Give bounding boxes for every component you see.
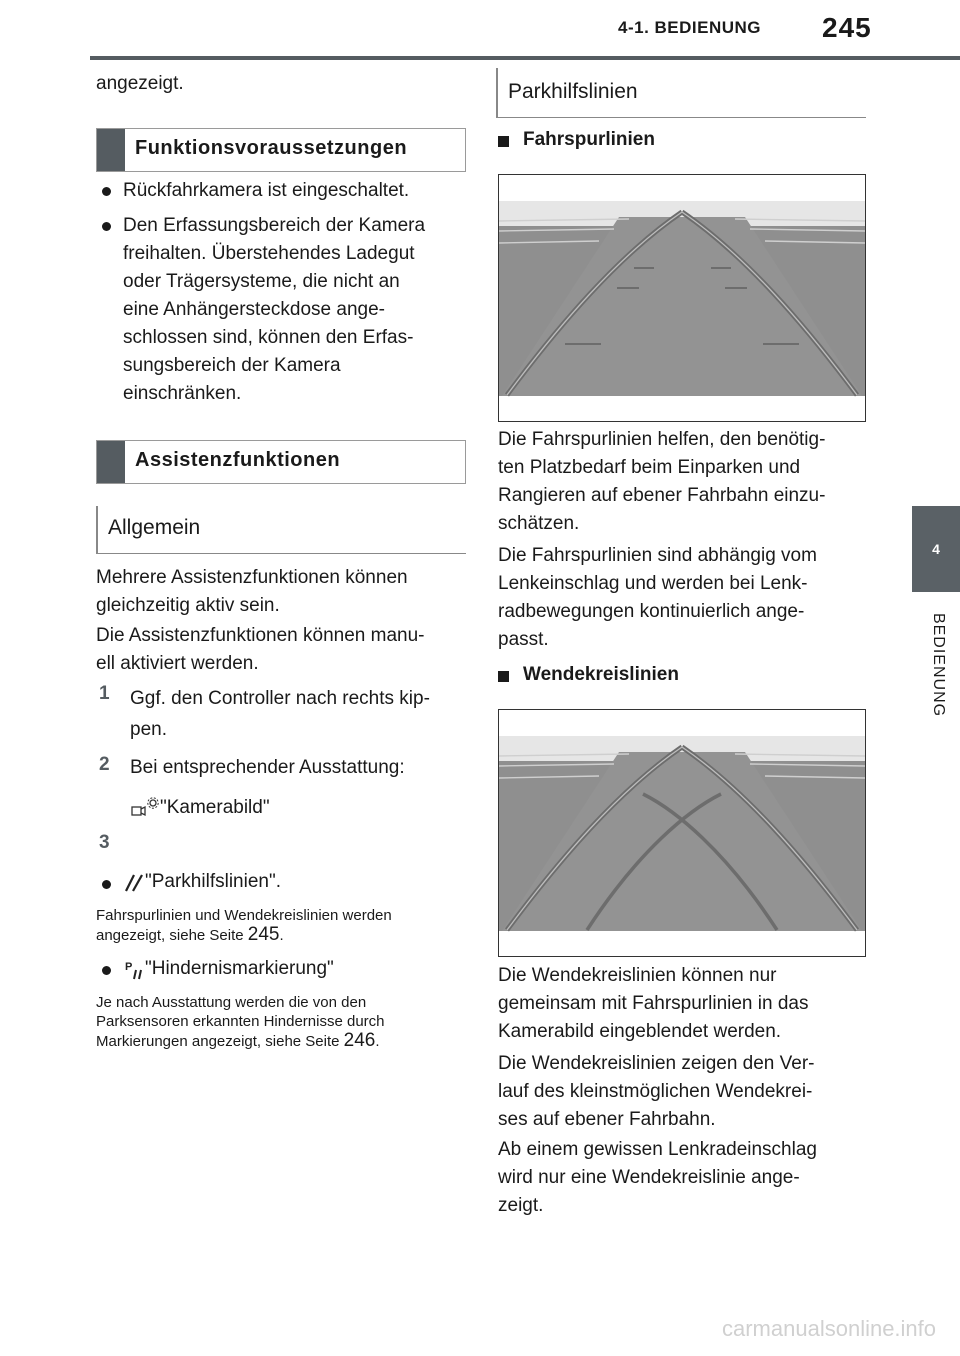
camera-settings-icon: [130, 797, 160, 819]
bullet-dot: [102, 966, 111, 975]
parking-lines-option[interactable]: "Parkhilfslinien".: [123, 868, 281, 896]
assist-heading: [96, 440, 466, 484]
prereq-bullet-1: Rückfahrkamera ist eingeschaltet.: [123, 180, 410, 201]
general-subheading: Allgemein: [96, 506, 466, 554]
assist-para-1: Mehrere Assistenzfunktionen können gleichzeitig aktiv sein.: [96, 567, 408, 616]
parking-lines-note: Fahrspurlinien und Wendekreislinien werden angezeigt, siehe Seite 245.: [96, 907, 392, 945]
obstacle-marking-note: Je nach Ausstattung werden die von den Parksensoren erkannten Hindernisse durch Markierungen angezeigt, siehe Seite 246.: [96, 994, 385, 1051]
section-title: 4-1. BEDIENUNG: [618, 18, 762, 37]
turning-lines-illustration: [499, 710, 865, 956]
section-marker: [498, 671, 509, 682]
watermark: carmanualsonline.info: [722, 1316, 937, 1341]
bullet-dot: [102, 187, 111, 196]
step-1-text: Ggf. den Controller nach rechts kip- pen.: [130, 688, 430, 740]
lane-lines-para-2: Die Fahrspurlinien sind abhängig vom Lenkeinschlag und werden bei Lenk- radbewegungen kontinuierlich ange- passt.: [498, 545, 817, 650]
step-number-1: 1: [99, 683, 110, 704]
step-number-3: 3: [99, 832, 110, 853]
lane-lines-title: Fahrspurlinien: [523, 129, 655, 150]
prereq-title: Funktionsvoraussetzungen: [135, 137, 408, 159]
chapter-tab[interactable]: 4: [912, 506, 960, 592]
chapter-label: BEDIENUNG: [930, 612, 947, 718]
svg-text:P: P: [125, 960, 133, 973]
prereq-heading: [96, 128, 466, 172]
bullet-dot: [102, 222, 111, 231]
lane-lines-para-1: Die Fahrspurlinien helfen, den benötig- ten Platzbedarf beim Einparken und Rangieren auf ebener Fahrbahn einzu- schätzen.: [498, 429, 826, 534]
page-ref-245[interactable]: 245: [247, 924, 280, 945]
turning-lines-para-3: Ab einem gewissen Lenkradeinschlag wird nur eine Wendekreislinie ange- zeigt.: [498, 1139, 817, 1216]
assist-title: Assistenzfunktionen: [135, 449, 341, 471]
turning-lines-para-1: Die Wendekreislinien können nur gemeinsam mit Fahrspurlinien in das Kamerabild eingeblendet werden.: [498, 965, 809, 1042]
heading-marker: [97, 129, 125, 171]
section-marker: [498, 136, 509, 147]
heading-marker: [97, 441, 125, 483]
step-2-text: Bei entsprechender Ausstattung:: [130, 757, 405, 778]
step-number-2: 2: [99, 754, 110, 775]
page-number: 245: [822, 12, 872, 43]
header-rule: [90, 56, 960, 60]
parking-lines-subheading: Parkhilfslinien: [496, 68, 866, 118]
parking-lines-icon: [123, 871, 145, 893]
obstacle-marking-icon: [123, 958, 145, 980]
bullet-dot: [102, 880, 111, 889]
assist-para-2: Die Assistenzfunktionen können manu- ell aktiviert werden.: [96, 625, 425, 674]
page-ref-246[interactable]: 246: [343, 1030, 376, 1051]
turning-lines-title: Wendekreislinien: [523, 664, 679, 685]
intro-text: angezeigt.: [96, 73, 184, 94]
obstacle-marking-option[interactable]: P "Hindernismarkierung": [125, 958, 334, 979]
turning-lines-para-2: Die Wendekreislinien zeigen den Ver- lauf des kleinstmöglichen Wendekrei- ses auf ebener Fahrbahn.: [498, 1053, 815, 1130]
camera-image-option[interactable]: "Kamerabild": [130, 794, 270, 822]
lane-lines-figure: [498, 174, 866, 422]
lane-lines-illustration: [499, 175, 865, 421]
prereq-bullet-2: Den Erfassungsbereich der Kamera freihalten. Überstehendes Ladegut oder Trägersysteme, die nicht an eine Anhängersteckdose ange- schlossen sind, können den Erfas- sungsbereich der Kamera einschränken.: [123, 215, 426, 404]
turning-lines-figure: [498, 709, 866, 957]
